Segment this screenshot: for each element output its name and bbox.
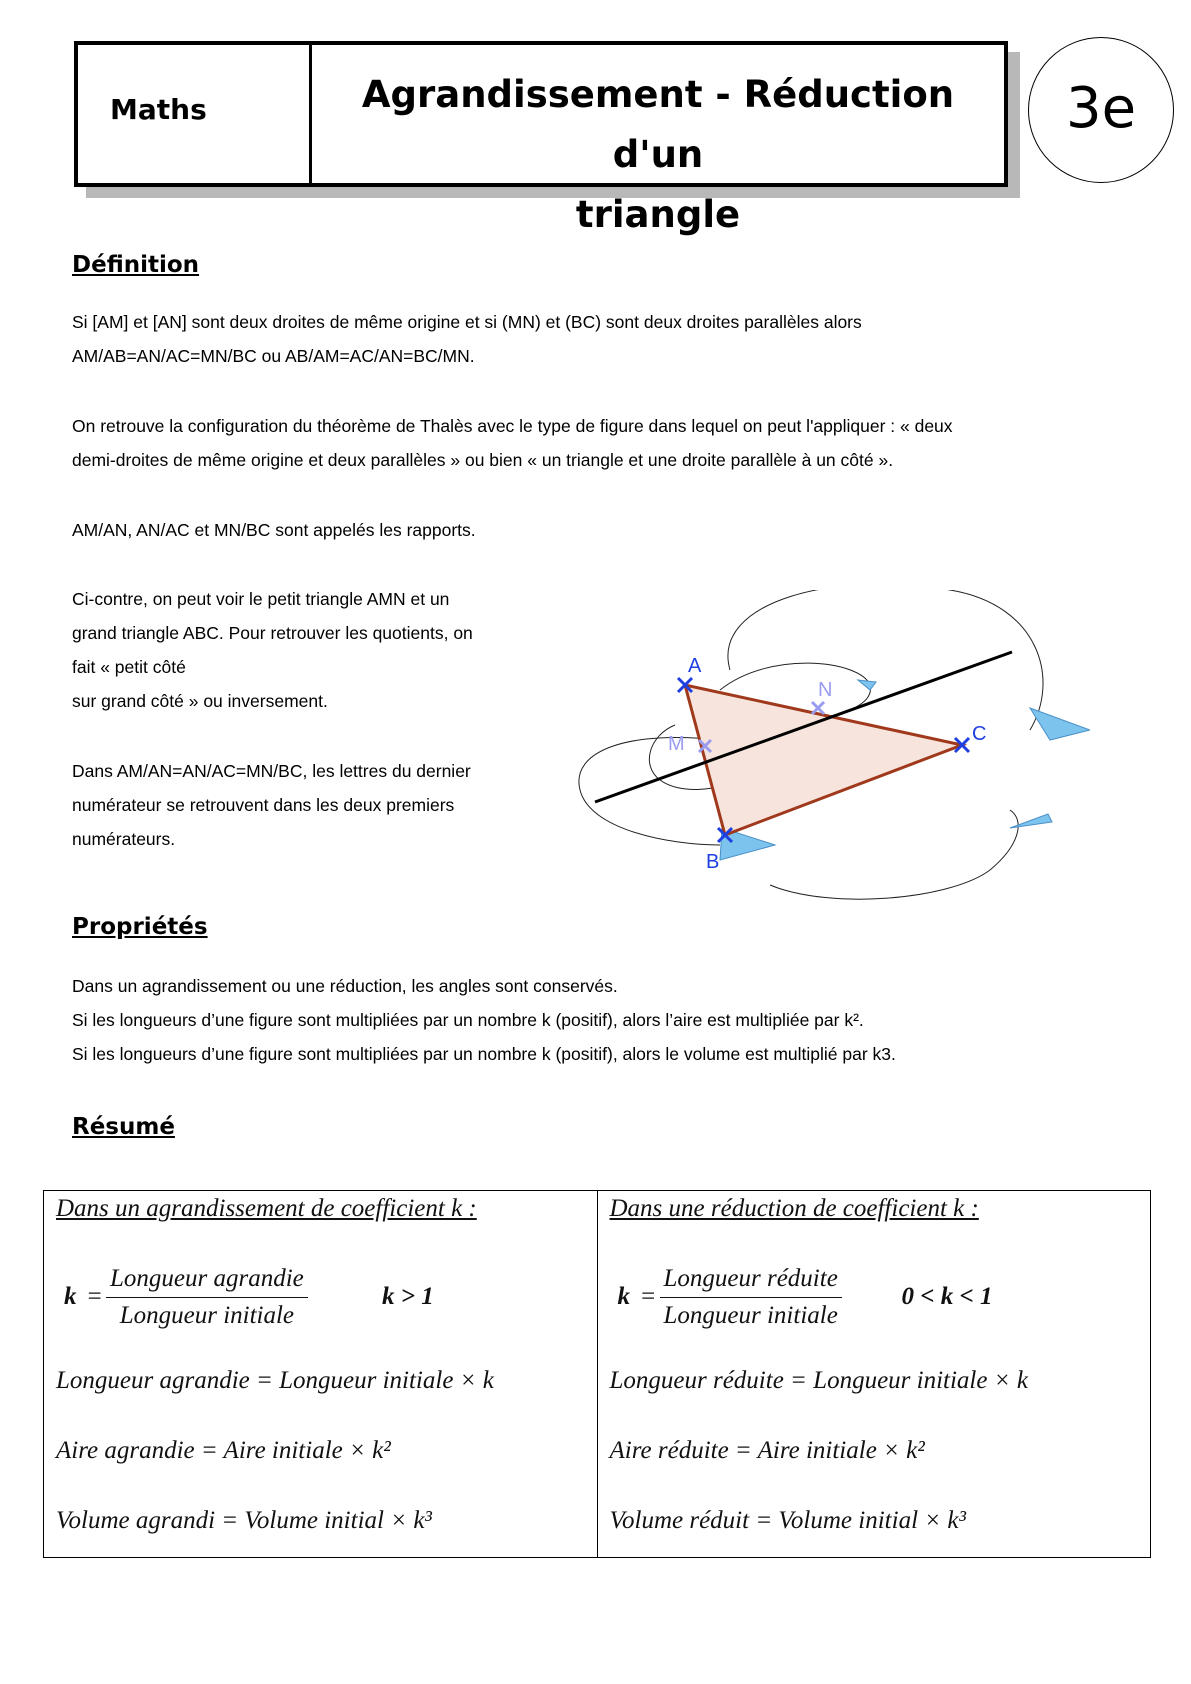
definition-p4-line1: Ci-contre, on peut voir le petit triangle AMN et un [72, 589, 450, 609]
resume-left-k: k [64, 1283, 77, 1310]
definition-p2-line2: demi-droites de même origine et deux parallèles » ou bien « un triangle et une droite parallèle à un côté ». [72, 450, 894, 470]
point-label-m: M [668, 733, 685, 755]
proprietes-list [72, 969, 896, 1071]
definition-p5-line2: numérateur se retrouvent dans les deux premiers [72, 795, 455, 815]
cross-n [812, 702, 824, 714]
resume-left-line3: Volume agrandi = Volume initial × k³ [56, 1507, 432, 1534]
definition-p1-line2: AM/AB=AN/AC=MN/BC ou AB/AM=AC/AN=BC/MN. [72, 346, 475, 366]
level-badge: 3e [1028, 37, 1174, 183]
arrow-head-right-top [1030, 708, 1090, 740]
page-title [312, 65, 1004, 245]
resume-left-fraction [106, 1263, 308, 1332]
resume-left-line1: Longueur agrandie = Longueur initiale × k [56, 1367, 494, 1394]
resume-right-line1: Longueur réduite = Longueur initiale × k [609, 1367, 1028, 1394]
resume-left-condition: k > 1 [382, 1283, 434, 1310]
resume-right-fraction [660, 1263, 842, 1332]
header-box [74, 41, 1008, 236]
definition-p4-line2: grand triangle ABC. Pour retrouver les quotients, on [72, 623, 473, 643]
resume-right-head: Dans une réduction de coefficient k : [609, 1195, 979, 1222]
resume-cell-reduction [597, 1191, 1151, 1558]
proprietes-line1: Dans un agrandissement ou une réduction, les angles sont conservés. [72, 976, 618, 996]
resume-left-numerator: Longueur agrandie [106, 1263, 308, 1298]
definition-p4-line3: fait « petit côté [72, 657, 186, 677]
resume-right-numerator: Longueur réduite [660, 1263, 842, 1298]
thales-figure [570, 590, 1090, 910]
definition-p1-line1: Si [AM] et [AN] sont deux droites de même origine et si (MN) et (BC) sont deux droites parallèles alors [72, 312, 862, 332]
resume-right-line3: Volume réduit = Volume initial × k³ [609, 1507, 966, 1534]
definition-p5-line1: Dans AM/AN=AN/AC=MN/BC, les lettres du dernier [72, 761, 471, 781]
proprietes-line2: Si les longueurs d’une figure sont multipliées par un nombre k (positif), alors l’aire est multipliée par k². [72, 1010, 864, 1030]
resume-left-eq: = [86, 1283, 103, 1310]
resume-left-denominator: Longueur initiale [119, 1302, 295, 1329]
resume-left-line2: Aire agrandie = Aire initiale × k² [56, 1437, 391, 1464]
resume-right-k: k [617, 1283, 630, 1310]
page-title-line1: Agrandissement - Réduction d'un [361, 73, 955, 176]
point-label-c: C [972, 723, 987, 745]
subject-label: Maths [110, 93, 207, 126]
resume-table [43, 1190, 1151, 1558]
resume-right-formula-k [618, 1263, 1138, 1333]
proprietes-line3: Si les longueurs d’une figure sont multipliées par un nombre k (positif), alors le volume est multiplié par k3. [72, 1044, 896, 1064]
point-label-b: B [706, 851, 720, 873]
definition-paragraph-4 [72, 582, 473, 718]
resume-right-condition: 0 < k < 1 [901, 1283, 993, 1310]
definition-paragraph-5 [72, 754, 471, 856]
definition-paragraph-3: AM/AN, AN/AC et MN/BC sont appelés les rapports. [72, 520, 476, 540]
triangle-abc [685, 685, 962, 835]
proprietes-heading: Propriétés [72, 914, 208, 940]
definition-paragraph-2 [72, 409, 953, 477]
point-label-a: A [688, 655, 702, 677]
resume-left-head: Dans un agrandissement de coefficient k : [56, 1195, 477, 1222]
definition-p4-line4: sur grand côté » ou inversement. [72, 691, 328, 711]
resume-right-eq: = [639, 1283, 657, 1310]
definition-p2-line1: On retrouve la configuration du théorème de Thalès avec le type de figure dans lequel on peut l'appliquer : « deux [72, 416, 953, 436]
resume-heading: Résumé [72, 1114, 175, 1140]
resume-left-formula-k [64, 1263, 584, 1333]
definition-p5-line3: numérateurs. [72, 829, 176, 849]
definition-paragraph-1 [72, 305, 862, 373]
point-label-n: N [818, 679, 833, 701]
curve-arrow-bottom [770, 810, 1018, 899]
page-title-line2: triangle [575, 193, 741, 236]
resume-cell-agrandissement [44, 1191, 598, 1558]
resume-right-line2: Aire réduite = Aire initiale × k² [609, 1437, 925, 1464]
resume-right-denominator: Longueur initiale [663, 1302, 838, 1329]
arrow-head-n-top [858, 680, 876, 690]
definition-heading: Définition [72, 252, 200, 278]
header-subject-cell [78, 45, 312, 183]
